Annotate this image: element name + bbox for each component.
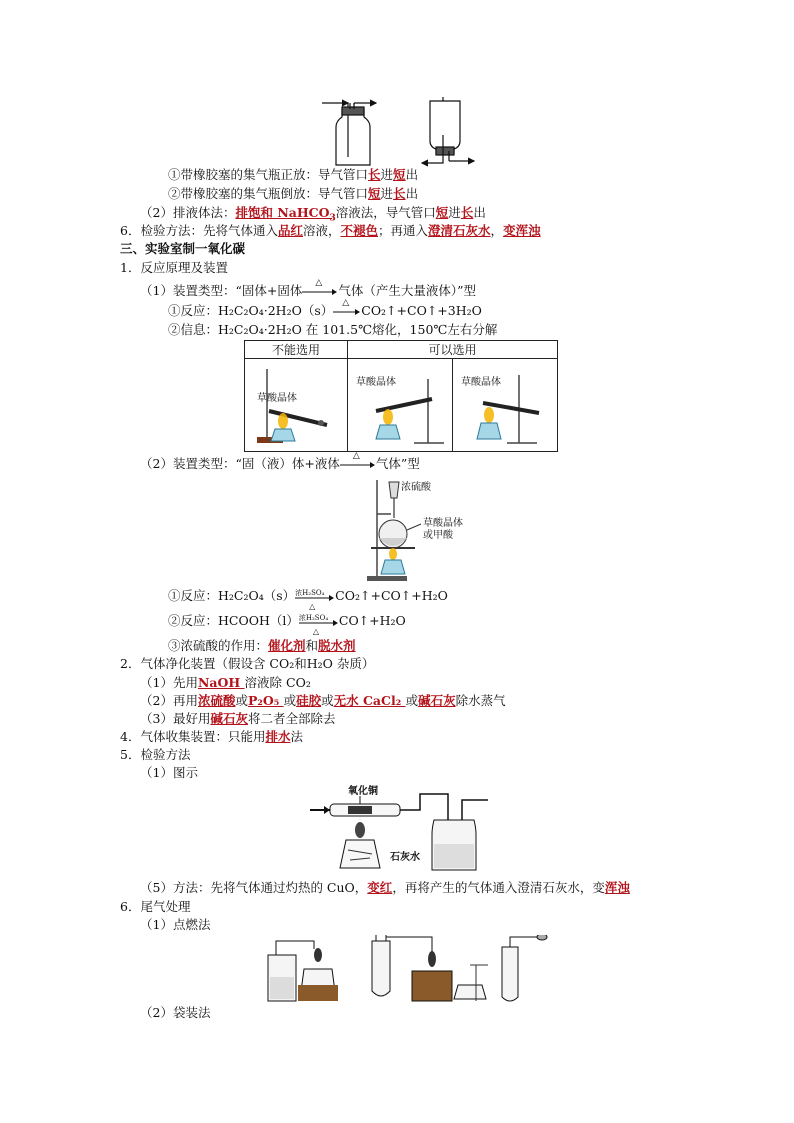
reaction-1 xyxy=(168,297,482,320)
s5-method-mid: ，再将产生的气体通入澄清石灰水，变 xyxy=(392,880,605,895)
device-type-2 xyxy=(140,450,420,473)
answer-limewater: 澄清石灰水 xyxy=(428,223,491,238)
test-text1: 溶液， xyxy=(302,223,341,238)
answer-dehydrating: 脱水剂 xyxy=(318,638,356,653)
drain-prefix: （2）排液体法： xyxy=(140,205,236,220)
reaction-3 xyxy=(168,613,406,636)
subsection-6-title: 6．尾气处理 xyxy=(120,899,191,914)
answer-long: 长 xyxy=(460,205,474,220)
reaction1-prefix: ①反应：H₂C₂O₄·2H₂O（s） xyxy=(168,303,334,318)
drain-mid2: 进 xyxy=(448,205,461,220)
label-oxalic: 草酸晶体 xyxy=(423,518,463,529)
reaction1-suffix: CO₂↑+CO↑+3H₂O xyxy=(361,303,482,318)
heating-arrow: △ xyxy=(340,457,376,473)
info-line: ②信息：H₂C₂O₄·2H₂O 在 101.5℃熔化，150℃左右分解 xyxy=(168,322,498,337)
answer-water: 排水 xyxy=(265,729,291,744)
reaction-2 xyxy=(168,588,448,611)
subsection-1-title: 1．反应原理及装置 xyxy=(120,260,228,275)
apparatus-cell-1 xyxy=(245,359,348,452)
answer-no-fade: 不褪色 xyxy=(340,223,379,238)
upright-prefix: ①带橡胶塞的集气瓶正放：导气管口 xyxy=(168,167,369,182)
role-mid: 和 xyxy=(305,638,319,653)
cuo-test-figure xyxy=(308,780,498,875)
role-prefix: ③浓硫酸的作用： xyxy=(168,638,269,653)
inverted-bottle-line xyxy=(168,186,418,202)
purify1-suffix: 溶液除 CO₂ xyxy=(244,675,311,690)
apparatus-cell-3 xyxy=(453,359,558,452)
reaction2-prefix: ①反应：H₂C₂O₄（s） xyxy=(168,588,296,603)
ignition-method: （1）点燃法 xyxy=(140,917,211,932)
answer-conc-h2so4: 浓硫酸 xyxy=(197,693,236,708)
collection-line xyxy=(120,729,303,745)
heating-arrow: △ xyxy=(333,304,361,320)
condition-arrow: 浓H₂SO₄ △ xyxy=(295,589,335,605)
inverted-prefix: ②带橡胶塞的集气瓶倒放：导气管口 xyxy=(168,186,369,201)
selection-table xyxy=(244,340,558,452)
type1-suffix: 气体（产生大量液体）”型 xyxy=(338,283,476,298)
label-cuo: 氧化铜 xyxy=(348,786,378,797)
type2-prefix: （2）装置类型：“固（液）体+液体 xyxy=(140,456,340,471)
fig-label: 草酸晶体 xyxy=(461,377,501,388)
answer-turbid: 变浑浊 xyxy=(503,223,541,238)
answer-short: 短 xyxy=(393,167,406,182)
purify-1 xyxy=(140,675,311,691)
purify2-prefix: （2）再用 xyxy=(140,693,198,708)
answer-short: 短 xyxy=(368,186,381,201)
test-text2: ；再通入 xyxy=(378,223,429,238)
condition-arrow: 浓H₂SO₄ △ xyxy=(299,614,339,630)
bag-method: （2）袋装法 xyxy=(140,1005,211,1020)
subsection-5-title: 5．检验方法 xyxy=(120,747,191,762)
test-text3: ， xyxy=(490,223,504,238)
answer-naoh: NaOH xyxy=(197,675,245,690)
purify1-prefix: （1）先用 xyxy=(140,675,198,690)
s5-method-line xyxy=(140,880,630,896)
upright-bottle-line xyxy=(168,167,418,183)
upright-mid: 进 xyxy=(380,167,394,182)
flask-apparatus-figure xyxy=(355,474,465,584)
answer-p2o5: P₂O₅ xyxy=(247,693,284,708)
answer-long: 长 xyxy=(368,167,381,182)
section-3-title: 三、实验室制一氧化碳 xyxy=(120,241,246,256)
heating-arrow: △ xyxy=(302,284,338,300)
reaction2-suffix: CO₂↑+CO↑+H₂O xyxy=(335,588,448,603)
purify-3 xyxy=(140,711,335,727)
label-conc-h2so4: 浓硫酸 xyxy=(401,482,431,493)
purify2-suffix: 除水蒸气 xyxy=(455,693,506,708)
or-text: 或 xyxy=(283,693,297,708)
test-prefix: 6．检验方法：先将气体通入 xyxy=(120,223,278,238)
answer-nahco3: 排饱和 NaHCO$_3$ xyxy=(235,205,336,224)
or-text: 或 xyxy=(405,693,419,708)
fig-label: 草酸晶体 xyxy=(356,377,396,388)
test-method-line xyxy=(120,223,541,239)
answer-pinhong: 品红 xyxy=(277,223,303,238)
reaction3-suffix: CO↑+H₂O xyxy=(338,613,406,628)
fig-label: 草酸晶体 xyxy=(257,393,297,404)
answer-turbid: 浑浊 xyxy=(604,880,630,895)
reaction3-prefix: ②反应：HCOOH（l） xyxy=(168,613,299,628)
answer-soda-lime: 碱石灰 xyxy=(210,711,248,726)
answer-turns-red: 变红 xyxy=(367,880,393,895)
subsection-2-title: 2．气体净化装置（假设含 CO₂和H₂O 杂质） xyxy=(120,656,375,671)
drain-suffix: 出 xyxy=(473,205,486,220)
header-cannot-use: 不能选用 xyxy=(245,341,348,359)
purify3-suffix: 将二者全部除去 xyxy=(247,711,336,726)
type1-prefix: （1）装置类型：“固体+固体 xyxy=(140,283,303,298)
answer-soda-lime: 碱石灰 xyxy=(418,693,456,708)
answer-cacl2: 无水 CaCl₂ xyxy=(333,693,406,708)
or-text: 或 xyxy=(321,693,334,708)
device-type-1 xyxy=(140,277,476,300)
answer-long: 长 xyxy=(393,186,406,201)
inverted-mid: 进 xyxy=(380,186,394,201)
s5-method-prefix: （5）方法：先将气体通过灼热的 CuO， xyxy=(140,880,368,895)
purify3-prefix: （3）最好用 xyxy=(140,711,211,726)
drain-mid: 溶液法，导气管口 xyxy=(335,205,436,220)
or-text: 或 xyxy=(235,693,248,708)
answer-silica-gel: 硅胶 xyxy=(296,693,322,708)
figure-caption: （1）图示 xyxy=(140,765,198,780)
tail-gas-figure xyxy=(262,935,552,1005)
answer-short: 短 xyxy=(435,205,449,220)
purify-2 xyxy=(140,693,506,709)
type2-suffix: 气体”型 xyxy=(375,456,420,471)
h2so4-role-line xyxy=(168,638,356,654)
upright-suffix: 出 xyxy=(405,167,419,182)
inverted-suffix: 出 xyxy=(405,186,419,201)
gas-bottle-figure xyxy=(318,95,488,167)
s4-suffix: 法 xyxy=(290,729,303,744)
header-can-use: 可以选用 xyxy=(348,341,558,359)
label-limewater: 石灰水 xyxy=(390,852,420,863)
answer-catalyst: 催化剂 xyxy=(268,638,306,653)
label-formic: 或甲酸 xyxy=(423,530,453,541)
apparatus-cell-2 xyxy=(348,359,453,452)
s4-prefix: 4．气体收集装置：只能用 xyxy=(120,729,266,744)
